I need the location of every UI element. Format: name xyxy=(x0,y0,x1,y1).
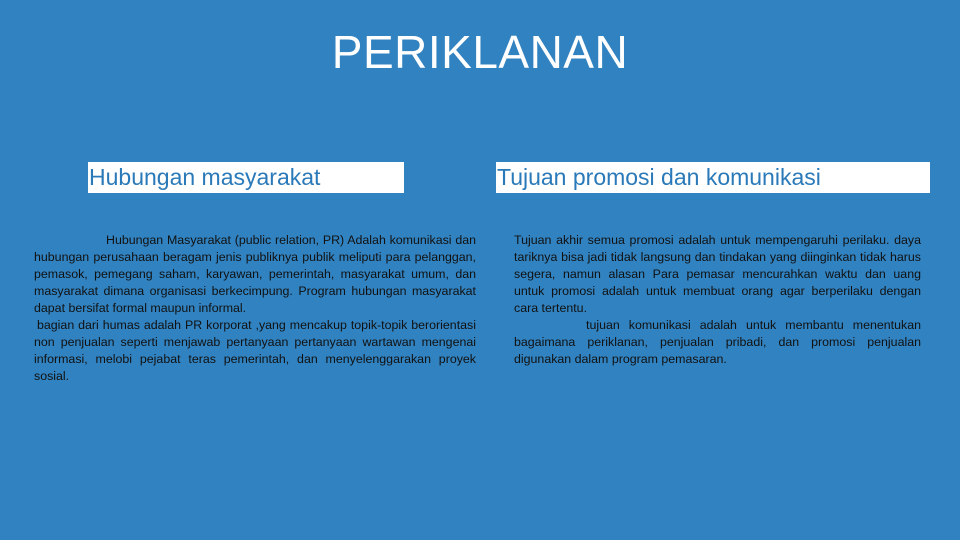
right-column-heading: Tujuan promosi dan komunikasi xyxy=(496,162,930,193)
right-column-body xyxy=(514,232,921,368)
left-column-body xyxy=(34,232,476,385)
right-paragraph-1: Tujuan akhir semua promosi adalah untuk mempengaruhi perilaku. daya tariknya bisa jadi tidak langsung dan tindakan yang diinginkan tidak harus segera, namun alasan Para pemasar mencurahkan waktu dan uang untuk promosi adalah untuk membuat orang agar berperilaku dengan cara tertentu. xyxy=(514,233,921,315)
slide-title: PERIKLANAN xyxy=(331,26,629,78)
left-paragraph-1: Hubungan Masyarakat (public relation, PR) Adalah komunikasi dan hubungan perusahaan beragam jenis publiknya publik meliputi para pelanggan, pemasok, pemegang saham, karyawan, pemerintah, masyarakat umum, dan masyarakat dimana organisasi berkecimpung. Program hubungan masyarakat dapat bersifat formal maupun informal. xyxy=(34,233,476,315)
right-paragraph-2: tujuan komunikasi adalah untuk membantu menentukan bagaimana periklanan, penjualan pribadi, dan promosi penjualan digunakan dalam program pemasaran. xyxy=(514,318,921,366)
left-paragraph-2: bagian dari humas adalah PR korporat ,yang mencakup topik-topik berorientasi non penjualan seperti menjawab pertanyaan pertanyaan wartawan mengenai informasi, melobi pejabat teras pemerintah, dan menyelenggarakan proyek sosial. xyxy=(34,318,476,383)
left-column-heading: Hubungan masyarakat xyxy=(88,162,404,193)
